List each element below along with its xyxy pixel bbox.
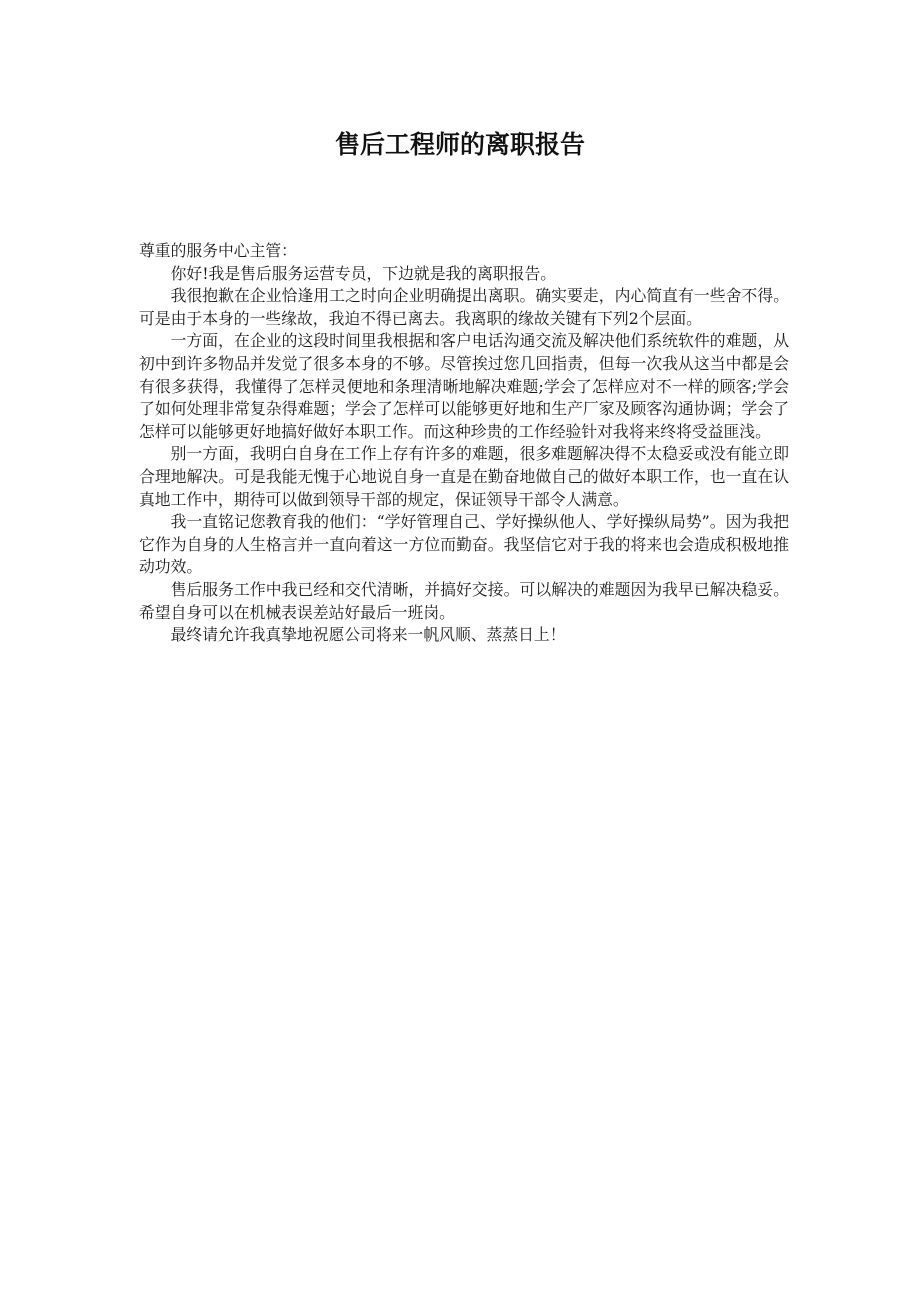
- paragraph-second-reason: 别一方面，我明白自身在工作上存有许多的难题，很多难题解决得不太稳妥或没有能立即合理地解决。可是我能无愧于心地说自身一直是在勤奋地做自己的做好本职工作，也一直在认真地工作中，期待可以做到领导干部的规定，保证领导干部令人满意。: [139, 444, 789, 509]
- paragraph-motto: 我一直铭记您教育我的他们：“学好管理自己、学好操纵他人、学好操纵局势”。因为我把它作为自身的人生格言并一直向着这一方位而勤奋。我坚信它对于我的将来也会造成积极地推动功效。: [139, 512, 789, 577]
- paragraph-closing: 最终请允许我真挚地祝愿公司将来一帆风顺、蒸蒸日上！: [170, 625, 566, 645]
- paragraph-apology: 我很抱歉在企业恰逢用工之时向企业明确提出离职。确实要走，内心简直有一些舍不得。可是由于本身的一些缘故，我迫不得已离去。我离职的缘故关键有下列2个层面。: [139, 286, 789, 328]
- paragraph-handover: 售后服务工作中我已经和交代清晰，并搞好交接。可以解决的难题因为我早已解决稳妥。希望自身可以在机械表误差站好最后一班岗。: [139, 579, 789, 622]
- document-body: [139, 240, 789, 647]
- document-title: 售后工程师的离职报告: [334, 130, 585, 159]
- paragraph-greeting: 你好!我是售后服务运营专员，下边就是我的离职报告。: [170, 263, 557, 283]
- salutation: 尊重的服务中心主管：: [139, 241, 297, 260]
- paragraph-first-reason: 一方面，在企业的这段时间里我根据和客户电话沟通交流及解决他们系统软件的难题，从初中到许多物品并发觉了很多本身的不够。尽管挨过您几回指责，但每一次我从这当中都是会有很多获得，我懂得了怎样灵便地和条理清晰地解决难题;学会了怎样应对不一样的顾客;学会了如何处理非常复杂得难题；学会了怎样可以能够更好地和生产厂家及顾客沟通协调；学会了怎样可以能够更好地搞好做好本职工作。而这种珍贵的工作经验针对我将来终将受益匪浅。: [139, 331, 789, 441]
